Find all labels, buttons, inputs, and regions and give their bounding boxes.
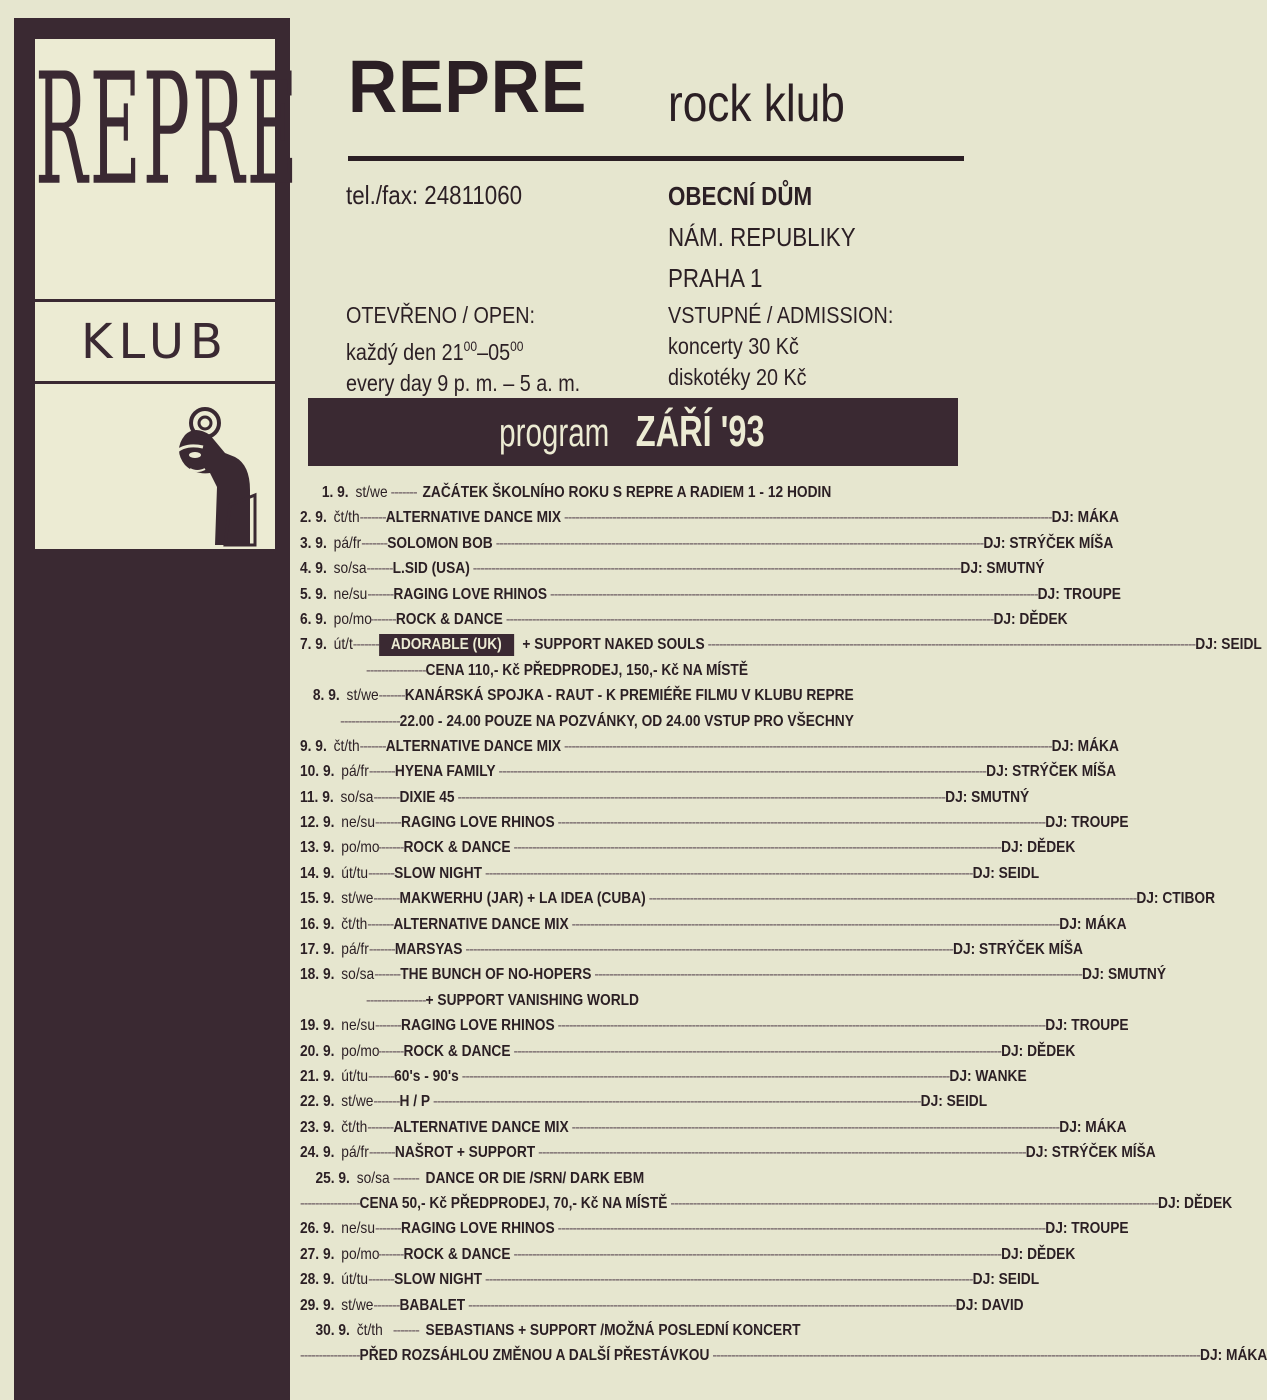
- event-text: SLOW NIGHT: [394, 864, 483, 882]
- venue: OBECNÍ DŮM: [668, 181, 813, 211]
- event-dj: DJ: DAVID: [955, 1296, 1024, 1314]
- logo: [14, 18, 300, 546]
- event-weekday: po/mo: [341, 1245, 380, 1263]
- event-dj: DJ: SEIDL: [920, 1093, 988, 1111]
- event-dj: [828, 988, 954, 1013]
- leader-dashes: -------: [368, 1144, 395, 1162]
- event-date: 5. 9.: [300, 585, 327, 603]
- leader-dashes: -------: [374, 1017, 402, 1035]
- event-title: THE BUNCH OF NO-HOPERS -----------------------------------------------------------------------------------------------------------------------------------: [400, 966, 1082, 984]
- schedule-row: [300, 937, 1083, 962]
- schedule-row: [300, 632, 1262, 657]
- event-date: 6. 9.: [300, 610, 327, 628]
- schedule-row: [300, 1267, 1040, 1292]
- event-title: ALTERNATIVE DANCE MIX -----------------------------------------------------------------------------------------------------------------------------------: [385, 509, 1052, 527]
- event-text: ZAČÁTEK ŠKOLNÍHO ROKU S REPRE A RADIEM 1 - 12 HODIN: [422, 484, 832, 501]
- event-text: SLOW NIGHT: [394, 1271, 483, 1289]
- event-dj: DJ: TROUPE: [1037, 585, 1121, 603]
- event-dj: [828, 1166, 954, 1191]
- leader-dashes: ----------------: [340, 712, 400, 730]
- event-date: 4. 9.: [300, 560, 327, 578]
- event-weekday: út/tu: [341, 1271, 369, 1289]
- event-title: SLOW NIGHT -----------------------------------------------------------------------------------------------------------------------------------: [394, 1271, 973, 1289]
- event-date: 20. 9.: [300, 1042, 335, 1060]
- event-weekday: po/mo: [341, 839, 380, 857]
- city: PRAHA 1: [668, 263, 763, 293]
- event-dj: DJ: DĚDEK: [993, 610, 1068, 628]
- event-title: [423, 480, 832, 505]
- event-text: ROCK & DANCE: [403, 1042, 511, 1060]
- leader-dashes: -------: [374, 966, 401, 984]
- event-date: 10. 9.: [300, 763, 335, 781]
- square: NÁM. REPUBLIKY: [668, 222, 856, 252]
- event-title: CENA 50,- Kč PŘEDPRODEJ, 70,- Kč NA MÍSTĚ -----------------------------------------------------------------------------------------------------------------------------------: [359, 1194, 1159, 1212]
- event-text: ROCK & DANCE: [403, 1245, 511, 1263]
- admission-label: VSTUPNÉ / ADMISSION:: [668, 302, 894, 328]
- admission: [668, 300, 930, 393]
- logo-divider: [35, 381, 275, 384]
- event-text: ALTERNATIVE DANCE MIX: [393, 1118, 569, 1136]
- page-subtitle: rock klub: [668, 75, 845, 133]
- event-dj: DJ: TROUPE: [1045, 1220, 1129, 1238]
- leader-dashes: -------: [377, 1245, 404, 1263]
- schedule-row: [300, 785, 1030, 810]
- event-title: MARSYAS -----------------------------------------------------------------------------------------------------------------------------------: [394, 941, 954, 959]
- event-text: RAGING LOVE RHINOS: [401, 1017, 555, 1035]
- event-weekday: so/sa: [340, 788, 374, 806]
- program-month: ZÁŘÍ '93: [636, 407, 765, 456]
- event-weekday: čt/th: [341, 915, 368, 933]
- opening-hours: [346, 300, 618, 399]
- schedule-row: [300, 1242, 1076, 1267]
- event-date: 14. 9.: [300, 864, 335, 882]
- woman-face-icon: [155, 395, 270, 545]
- event-text: + SUPPORT NAKED SOULS: [522, 636, 705, 654]
- leader-dashes: ----------------: [300, 1347, 360, 1365]
- event-dj: DJ: MÁKA: [1200, 1347, 1267, 1365]
- schedule-row: [300, 709, 960, 734]
- event-dj: DJ: WANKE: [949, 1067, 1027, 1085]
- event-date: 12. 9.: [300, 814, 335, 832]
- event-date: 13. 9.: [300, 839, 335, 857]
- event-date: 15. 9.: [300, 890, 335, 908]
- admission-concerts: koncerty 30 Kč: [668, 333, 799, 359]
- schedule-row: [300, 988, 960, 1013]
- schedule-list: [300, 480, 1267, 1369]
- admission-disco: diskotéky 20 Kč: [668, 364, 807, 390]
- leader-dashes: -------: [374, 1220, 402, 1238]
- leader-dashes: -------: [352, 636, 379, 654]
- event-text: L.SID (USA): [392, 560, 470, 578]
- leader-dashes: -------: [366, 560, 393, 578]
- event-text: RAGING LOVE RHINOS: [393, 585, 548, 603]
- event-text: NAŠROT + SUPPORT: [394, 1144, 536, 1162]
- leader-dashes: -------: [377, 1042, 404, 1060]
- event-title: PŘED ROZSÁHLOU ZMĚNOU A DALŠÍ PŘESTÁVKOU -----------------------------------------------------------------------------------------------------------------------------------: [359, 1347, 1201, 1365]
- event-date: 2. 9.: [300, 509, 327, 527]
- event-weekday: čt/th: [341, 1118, 368, 1136]
- event-text: ROCK & DANCE: [395, 610, 503, 628]
- event-title: RAGING LOVE RHINOS -----------------------------------------------------------------------------------------------------------------------------------: [393, 585, 1038, 603]
- logo-divider: [35, 299, 275, 302]
- event-date: 1. 9.: [321, 484, 349, 501]
- event-title: [400, 709, 854, 734]
- event-dj: DJ: DĚDEK: [1001, 839, 1076, 857]
- event-weekday: po/mo: [333, 610, 372, 628]
- schedule-row: [300, 861, 1040, 886]
- leader-dashes: -------: [378, 687, 405, 705]
- event-dj: DJ: DĚDEK: [1001, 1042, 1076, 1060]
- event-text: ALTERNATIVE DANCE MIX: [385, 509, 562, 527]
- schedule-row: [300, 810, 1129, 835]
- event-dj: DJ: CTIBOR: [1136, 890, 1216, 908]
- event-dj: DJ: STRÝČEK MÍŠA: [953, 941, 1083, 959]
- event-text: ALTERNATIVE DANCE MIX: [393, 915, 569, 933]
- event-weekday: pá/fr: [341, 941, 369, 959]
- event-weekday: st/we: [341, 1093, 374, 1111]
- event-dj: [854, 683, 954, 708]
- event-dj: DJ: MÁKA: [1051, 737, 1119, 755]
- event-date: 19. 9.: [300, 1017, 335, 1035]
- event-title: [426, 1318, 828, 1343]
- event-dj: DJ: SEIDL: [972, 1271, 1040, 1289]
- leader-dashes: -------: [390, 484, 417, 501]
- event-text: ALTERNATIVE DANCE MIX: [385, 737, 562, 755]
- open-en: every day 9 p. m. – 5 a. m.: [346, 370, 581, 396]
- event-dj: DJ: DĚDEK: [1158, 1194, 1233, 1212]
- event-title: SOLOMON BOB -----------------------------------------------------------------------------------------------------------------------------------: [387, 534, 984, 552]
- event-dj: DJ: TROUPE: [1045, 814, 1129, 832]
- logo-repre-text: REPRE: [35, 39, 300, 221]
- schedule-row: [300, 912, 1127, 937]
- leader-dashes: -------: [359, 737, 386, 755]
- leader-dashes: ----------------: [366, 661, 426, 679]
- schedule-row: [300, 1293, 1024, 1318]
- event-title: ADORABLE (UK) + SUPPORT NAKED SOULS -----------------------------------------------------------------------------------------------------------------------------------: [379, 632, 1195, 657]
- event-dj: [854, 709, 954, 734]
- event-date: 3. 9.: [300, 534, 327, 552]
- event-text: PŘED ROZSÁHLOU ZMĚNOU A DALŠÍ PŘESTÁVKOU: [359, 1347, 710, 1365]
- leader-dashes: -------: [373, 1093, 400, 1111]
- schedule-row: [300, 556, 1045, 581]
- schedule-row: [300, 607, 1068, 632]
- schedule-row: [300, 1115, 1127, 1140]
- leader-dashes: -------: [368, 1271, 395, 1289]
- leader-dashes: -------: [368, 763, 395, 781]
- event-date: 18. 9.: [300, 966, 335, 984]
- event-weekday: pá/fr: [341, 1144, 369, 1162]
- contact-info: [346, 180, 551, 211]
- event-text: DIXIE 45: [399, 788, 455, 806]
- event-date: 28. 9.: [300, 1271, 335, 1289]
- event-title: ROCK & DANCE -----------------------------------------------------------------------------------------------------------------------------------: [395, 610, 994, 628]
- event-dj: DJ: SEIDL: [972, 864, 1040, 882]
- schedule-row: [300, 759, 1117, 784]
- schedule-row: [300, 683, 960, 708]
- event-text: SEBASTIANS + SUPPORT /MOŽNÁ POSLEDNÍ KONCERT: [425, 1321, 801, 1339]
- event-dj: DJ: STRÝČEK MÍŠA: [986, 763, 1117, 781]
- event-weekday: st/we: [346, 687, 379, 705]
- event-weekday: ne/su: [341, 814, 375, 832]
- event-date: 21. 9.: [300, 1067, 335, 1085]
- event-weekday: ne/su: [341, 1220, 375, 1238]
- event-date: 22. 9.: [300, 1093, 335, 1111]
- event-weekday: so/sa: [333, 560, 367, 578]
- leader-dashes: -------: [368, 941, 395, 959]
- schedule-row: [300, 1089, 988, 1114]
- event-dj: [831, 480, 953, 505]
- event-text: KANÁRSKÁ SPOJKA - RAUT - K PREMIÉŘE FILMU V KLUBU REPRE: [404, 687, 854, 705]
- event-dj: DJ: SMUTNÝ: [960, 560, 1045, 578]
- page-title: REPRE: [348, 45, 588, 128]
- event-weekday: út/t: [333, 636, 353, 654]
- event-title: DIXIE 45 -----------------------------------------------------------------------------------------------------------------------------------: [399, 788, 946, 806]
- event-dj: DJ: STRÝČEK MÍŠA: [1025, 1144, 1156, 1162]
- event-weekday: ne/su: [341, 1017, 375, 1035]
- event-title: [426, 988, 828, 1013]
- event-date: 9. 9.: [300, 737, 327, 755]
- leader-dashes: -------: [368, 1067, 395, 1085]
- event-title: NAŠROT + SUPPORT -----------------------------------------------------------------------------------------------------------------------------------: [394, 1144, 1026, 1162]
- event-text: RAGING LOVE RHINOS: [401, 1220, 555, 1238]
- event-title: HYENA FAMILY -----------------------------------------------------------------------------------------------------------------------------------: [394, 763, 987, 781]
- event-weekday: so/sa: [341, 966, 375, 984]
- event-weekday: čt/th: [333, 509, 360, 527]
- schedule-row: [300, 658, 960, 683]
- event-date: 8. 9.: [312, 687, 340, 705]
- event-date: 11. 9.: [300, 788, 334, 806]
- event-title: ALTERNATIVE DANCE MIX -----------------------------------------------------------------------------------------------------------------------------------: [393, 1118, 1060, 1136]
- program-label: program: [499, 411, 610, 455]
- schedule-row: [300, 1191, 1233, 1216]
- leader-dashes: ----------------: [300, 1194, 360, 1212]
- event-date: 30. 9.: [315, 1321, 350, 1339]
- event-dj: DJ: SMUTNÝ: [945, 788, 1030, 806]
- event-text: ROCK & DANCE: [403, 839, 511, 857]
- schedule-row: [300, 1216, 1129, 1241]
- schedule-row: [300, 1013, 1129, 1038]
- event-text: BABALET: [399, 1296, 466, 1314]
- event-date: 29. 9.: [300, 1296, 335, 1314]
- leader-dashes: -------: [392, 1169, 419, 1187]
- event-weekday: st/we: [341, 890, 374, 908]
- event-date: 26. 9.: [300, 1220, 335, 1238]
- event-dj: [828, 1318, 954, 1343]
- schedule-row: [300, 1064, 1027, 1089]
- event-dj: DJ: MÁKA: [1059, 915, 1127, 933]
- event-text: H / P: [399, 1093, 431, 1111]
- schedule-row: [300, 480, 960, 505]
- event-weekday: čt/th: [333, 737, 360, 755]
- event-weekday: ne/su: [333, 585, 368, 603]
- event-text: HYENA FAMILY: [394, 763, 496, 781]
- leader-dashes: -------: [369, 610, 396, 628]
- leader-dashes: -------: [361, 534, 388, 552]
- event-weekday: čt/th: [356, 1321, 383, 1339]
- event-date: 27. 9.: [300, 1245, 335, 1263]
- event-title: BABALET -----------------------------------------------------------------------------------------------------------------------------------: [399, 1296, 956, 1314]
- event-title: [405, 683, 854, 708]
- leader-dashes: -------: [367, 915, 394, 933]
- event-title: ROCK & DANCE -----------------------------------------------------------------------------------------------------------------------------------: [403, 1042, 1002, 1060]
- leader-dashes: -------: [373, 890, 400, 908]
- event-weekday: út/tu: [341, 1067, 369, 1085]
- event-text: DANCE OR DIE /SRN/ DARK EBM: [425, 1169, 645, 1187]
- event-text: + SUPPORT VANISHING WORLD: [425, 991, 639, 1009]
- schedule-row: [300, 1318, 960, 1343]
- leader-dashes: -------: [377, 839, 404, 857]
- event-dj: [828, 658, 954, 683]
- leader-dashes: -------: [374, 814, 402, 832]
- event-dj: DJ: MÁKA: [1059, 1118, 1127, 1136]
- event-text: THE BUNCH OF NO-HOPERS: [400, 966, 592, 984]
- tel-fax: tel./fax: 24811060: [346, 180, 523, 210]
- logo-klub-text: KLUB: [81, 314, 229, 370]
- leader-dashes: ----------------: [366, 991, 426, 1009]
- event-weekday: pá/fr: [333, 534, 362, 552]
- event-text: MARSYAS: [394, 941, 463, 959]
- event-text: CENA 50,- Kč PŘEDPRODEJ, 70,- Kč NA MÍSTĚ: [359, 1194, 668, 1212]
- schedule-row: [300, 505, 1119, 530]
- event-dj: DJ: STRÝČEK MÍŠA: [983, 534, 1114, 552]
- open-daily: každý den $21^{00}-05^{00}$: [346, 338, 524, 365]
- event-date: 7. 9.: [300, 636, 327, 654]
- leader-dashes: -------: [373, 788, 400, 806]
- event-date: 17. 9.: [300, 941, 335, 959]
- event-text: 22.00 - 24.00 POUZE NA POZVÁNKY, OD 24.00 VSTUP PRO VŠECHNY: [399, 712, 854, 730]
- event-text: 60's - 90's: [394, 1067, 459, 1085]
- open-label: OTEVŘENO / OPEN:: [346, 302, 536, 328]
- event-dj: DJ: TROUPE: [1045, 1017, 1129, 1035]
- event-weekday: st/we: [341, 1296, 374, 1314]
- event-date: 16. 9.: [300, 915, 335, 933]
- address: [668, 176, 886, 299]
- schedule-row: [300, 531, 1114, 556]
- schedule-row: [300, 1343, 1267, 1368]
- event-text: CENA 110,- Kč PŘEDPRODEJ, 150,- Kč NA MÍSTĚ: [425, 661, 748, 679]
- event-title: ALTERNATIVE DANCE MIX -----------------------------------------------------------------------------------------------------------------------------------: [385, 737, 1052, 755]
- event-date: 25. 9.: [315, 1169, 350, 1187]
- program-heading: [308, 398, 958, 466]
- event-title: H / P -----------------------------------------------------------------------------------------------------------------------------------: [399, 1093, 921, 1111]
- event-dj: DJ: MÁKA: [1051, 509, 1119, 527]
- main-content: [290, 18, 1267, 1400]
- schedule-row: [300, 734, 1119, 759]
- event-weekday: st/we: [355, 484, 388, 501]
- event-title: [426, 658, 828, 683]
- title-rule: [348, 156, 964, 161]
- event-title: L.SID (USA) -----------------------------------------------------------------------------------------------------------------------------------: [392, 560, 961, 578]
- logo-panel: [32, 36, 300, 552]
- schedule-row: [300, 1039, 1076, 1064]
- event-title: RAGING LOVE RHINOS -----------------------------------------------------------------------------------------------------------------------------------: [401, 1017, 1046, 1035]
- leader-dashes: -------: [368, 864, 395, 882]
- event-title: MAKWERHU (JAR) + LA IDEA (CUBA) -----------------------------------------------------------------------------------------------------------------------------------: [399, 890, 1137, 908]
- event-title: SLOW NIGHT -----------------------------------------------------------------------------------------------------------------------------------: [394, 864, 973, 882]
- event-text: SOLOMON BOB: [387, 534, 493, 552]
- leader-dashes: -------: [367, 1118, 394, 1136]
- schedule-row: [300, 1140, 1156, 1165]
- event-date: 23. 9.: [300, 1118, 335, 1136]
- event-dj: DJ: SMUTNÝ: [1081, 966, 1167, 984]
- event-title: ROCK & DANCE -----------------------------------------------------------------------------------------------------------------------------------: [403, 839, 1002, 857]
- leader-dashes: -------: [359, 509, 386, 527]
- leader-dashes: -------: [367, 585, 394, 603]
- schedule-row: [300, 835, 1076, 860]
- leader-dashes: -------: [373, 1296, 400, 1314]
- schedule-row: [300, 886, 1216, 911]
- event-title: ROCK & DANCE -----------------------------------------------------------------------------------------------------------------------------------: [403, 1245, 1002, 1263]
- headliner-badge: ADORABLE (UK): [379, 634, 514, 656]
- schedule-row: [300, 962, 1167, 987]
- event-date: 24. 9.: [300, 1144, 335, 1162]
- event-weekday: so/sa: [356, 1169, 390, 1187]
- schedule-row: [300, 1166, 960, 1191]
- event-title: RAGING LOVE RHINOS -----------------------------------------------------------------------------------------------------------------------------------: [401, 1220, 1046, 1238]
- event-dj: DJ: SEIDL: [1195, 636, 1262, 654]
- leader-dashes: -------: [392, 1321, 419, 1339]
- event-weekday: pá/fr: [341, 763, 369, 781]
- event-title: ALTERNATIVE DANCE MIX -----------------------------------------------------------------------------------------------------------------------------------: [393, 915, 1060, 933]
- event-title: 60's - 90's -----------------------------------------------------------------------------------------------------------------------------------: [394, 1067, 950, 1085]
- event-text: MAKWERHU (JAR) + LA IDEA (CUBA): [399, 890, 646, 908]
- event-text: RAGING LOVE RHINOS: [401, 814, 555, 832]
- event-title: RAGING LOVE RHINOS -----------------------------------------------------------------------------------------------------------------------------------: [401, 814, 1046, 832]
- event-weekday: út/tu: [341, 864, 369, 882]
- schedule-row: [300, 582, 1121, 607]
- event-title: [426, 1166, 828, 1191]
- event-dj: DJ: DĚDEK: [1001, 1245, 1076, 1263]
- event-weekday: po/mo: [341, 1042, 380, 1060]
